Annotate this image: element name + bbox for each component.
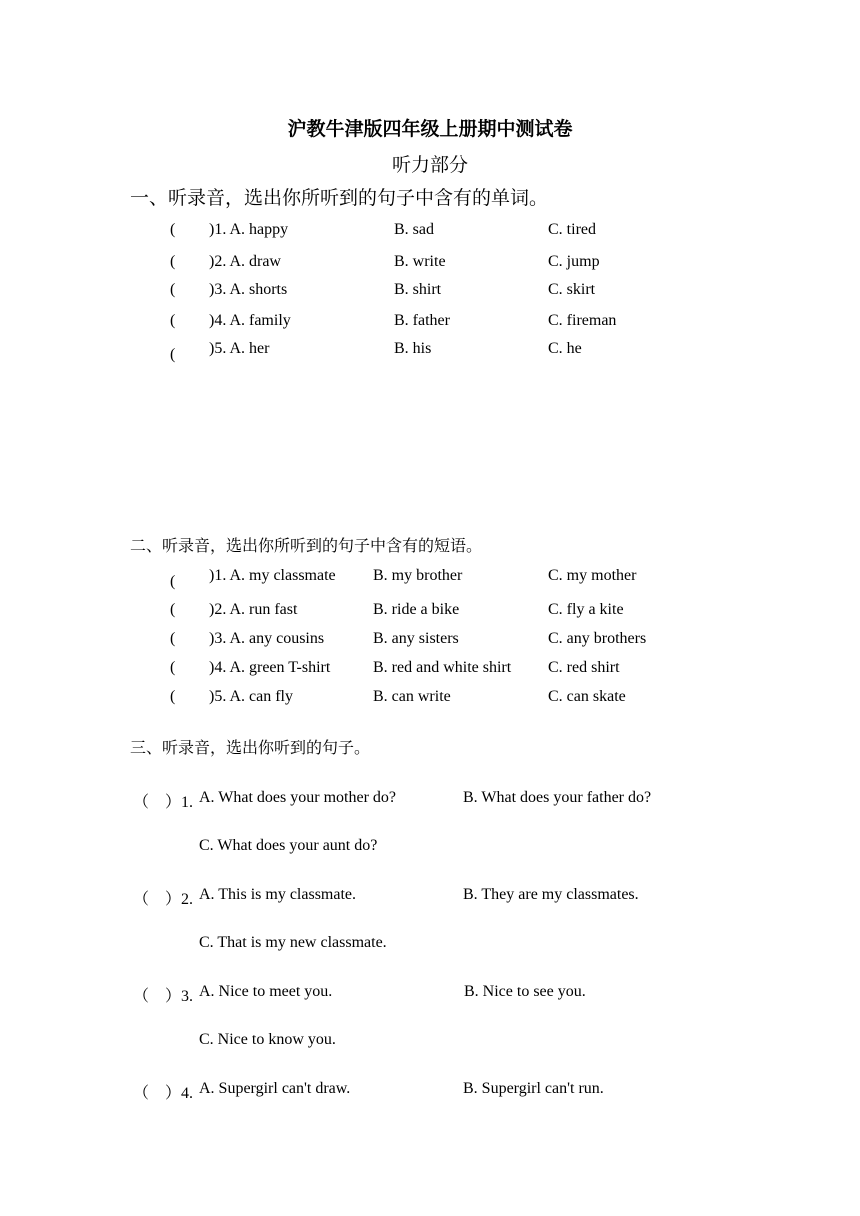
question-option-b: B. Supergirl can't run. bbox=[463, 1080, 604, 1097]
answer-paren[interactable]: ( bbox=[170, 688, 176, 705]
answer-paren[interactable]: ( bbox=[170, 281, 176, 298]
question-option-b: B. ride a bike bbox=[373, 601, 460, 618]
answer-paren[interactable]: ( bbox=[170, 630, 176, 647]
question-option-a: )3. A. any cousins bbox=[209, 630, 325, 647]
question-option-c: C. What does your aunt do? bbox=[199, 837, 378, 854]
question-option-c: C. fly a kite bbox=[548, 601, 624, 618]
section-2-heading: 二、听录音，选出你所听到的句子中含有的短语。 bbox=[130, 538, 483, 555]
question-option-a: )5. A. can fly bbox=[209, 688, 293, 705]
question-option-b: B. his bbox=[394, 340, 432, 357]
question-option-b: B. shirt bbox=[394, 281, 442, 298]
question-option-a: A. What does your mother do? bbox=[199, 789, 396, 806]
question-option-a: )2. A. run fast bbox=[209, 601, 298, 618]
answer-paren[interactable]: ( bbox=[170, 312, 176, 329]
question-option-a: A. Nice to meet you. bbox=[199, 983, 333, 1000]
question-option-c: C. fireman bbox=[548, 312, 617, 329]
answer-paren[interactable]: （ ）2. bbox=[133, 891, 194, 908]
question-option-c: C. jump bbox=[548, 253, 600, 270]
question-option-a: )1. A. my classmate bbox=[209, 567, 336, 584]
question-option-b: B. Nice to see you. bbox=[464, 983, 586, 1000]
question-option-c: C. my mother bbox=[548, 567, 637, 584]
question-option-c: C. That is my new classmate. bbox=[199, 934, 387, 951]
question-option-b: B. can write bbox=[373, 688, 451, 705]
question-option-b: B. father bbox=[394, 312, 450, 329]
question-option-b: B. my brother bbox=[373, 567, 463, 584]
question-option-a: )4. A. family bbox=[209, 312, 291, 329]
answer-paren[interactable]: ( bbox=[170, 221, 176, 238]
question-option-c: C. Nice to know you. bbox=[199, 1031, 336, 1048]
question-option-a: A. Supergirl can't draw. bbox=[199, 1080, 351, 1097]
page-subtitle: 听力部分 bbox=[391, 155, 468, 176]
answer-paren[interactable]: （ ）1. bbox=[133, 794, 194, 811]
question-option-a: )2. A. draw bbox=[209, 253, 281, 270]
question-option-b: B. red and white shirt bbox=[373, 659, 512, 676]
page-title: 沪教牛津版四年级上册期中测试卷 bbox=[287, 119, 573, 140]
answer-paren[interactable]: ( bbox=[170, 659, 176, 676]
question-option-c: C. tired bbox=[548, 221, 596, 238]
question-option-b: B. sad bbox=[394, 221, 434, 238]
question-option-a: )4. A. green T-shirt bbox=[209, 659, 331, 676]
question-option-b: B. write bbox=[394, 253, 446, 270]
question-option-b: B. What does your father do? bbox=[463, 789, 652, 806]
question-option-a: A. This is my classmate. bbox=[199, 886, 357, 903]
answer-paren[interactable]: ( bbox=[170, 253, 176, 270]
question-option-a: )1. A. happy bbox=[209, 221, 289, 238]
section-3-heading: 三、听录音，选出你听到的句子。 bbox=[130, 740, 371, 757]
answer-paren[interactable]: ( bbox=[170, 346, 176, 363]
question-option-c: C. can skate bbox=[548, 688, 626, 705]
question-option-c: C. red shirt bbox=[548, 659, 620, 676]
answer-paren[interactable]: （ ）4. bbox=[133, 1085, 194, 1102]
section-1-heading: 一、听录音，选出你所听到的句子中含有的单词。 bbox=[130, 188, 549, 209]
question-option-a: )5. A. her bbox=[209, 340, 270, 357]
question-option-b: B. They are my classmates. bbox=[463, 886, 639, 903]
question-option-a: )3. A. shorts bbox=[209, 281, 288, 298]
answer-paren[interactable]: ( bbox=[170, 573, 176, 590]
question-option-c: C. he bbox=[548, 340, 582, 357]
question-option-c: C. any brothers bbox=[548, 630, 647, 647]
question-option-b: B. any sisters bbox=[373, 630, 459, 647]
answer-paren[interactable]: ( bbox=[170, 601, 176, 618]
question-option-c: C. skirt bbox=[548, 281, 596, 298]
answer-paren[interactable]: （ ）3. bbox=[133, 988, 194, 1005]
